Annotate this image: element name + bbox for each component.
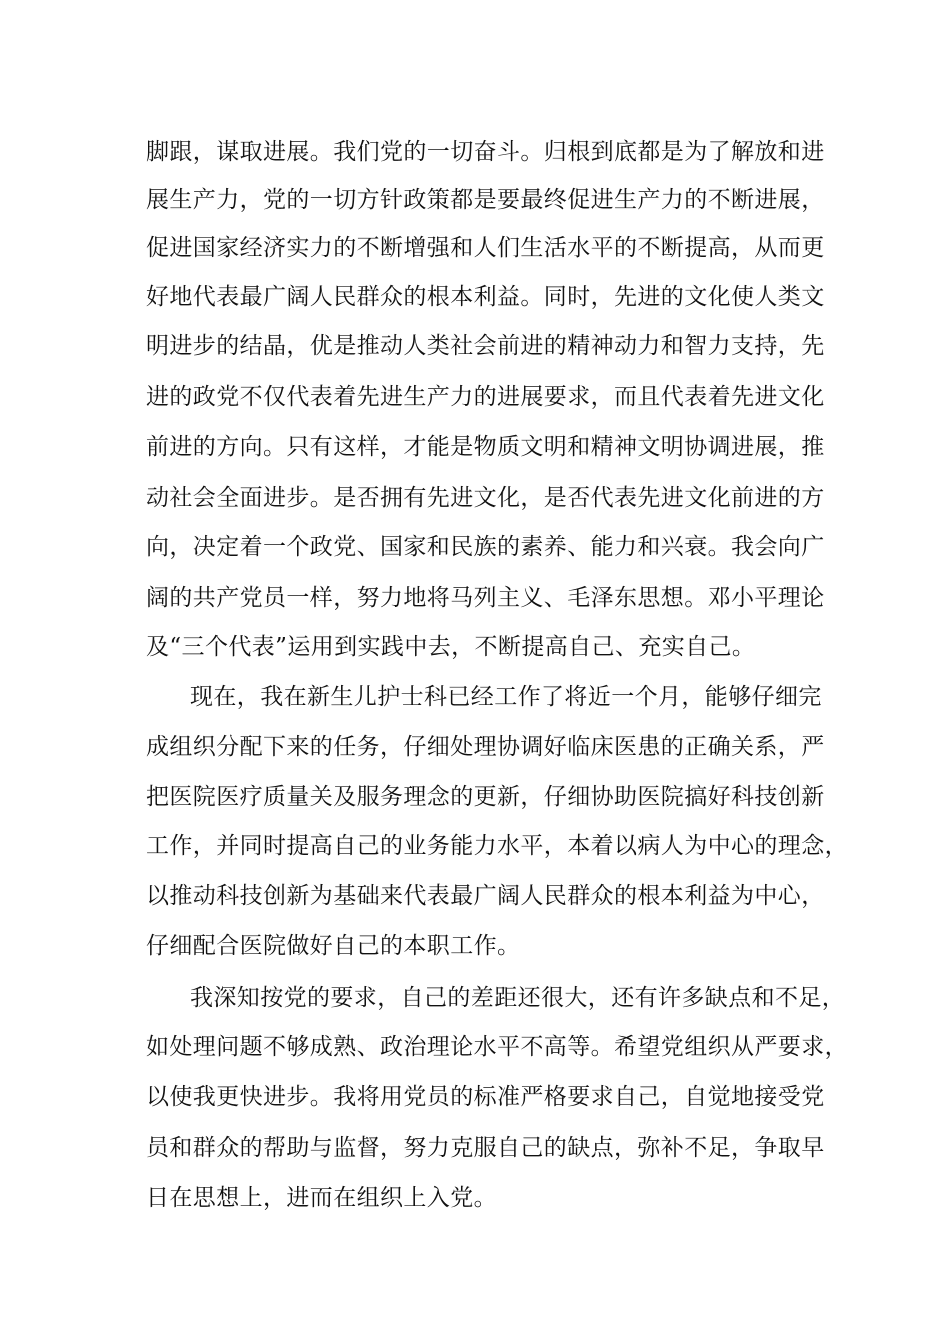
text-line: 成组织分配下来的任务，仔细处理协调好临床医患的正确关系，严 — [146, 734, 825, 760]
text-line: 工作，并同时提高自己的业务能力水平，本着以病人为中心的理念， — [146, 833, 848, 859]
text-line: 脚跟，谋取进展。我们党的一切奋斗。归根到底都是为了解放和进 — [146, 139, 825, 165]
text-line: 员和群众的帮助与监督，努力克服自己的缺点，弥补不足，争取早 — [146, 1135, 825, 1161]
text-line: 仔细配合医院做好自己的本职工作。 — [146, 933, 521, 959]
text-line: 进的政党不仅代表着先进生产力的进展要求，而且代表着先进文化 — [146, 384, 825, 410]
text-line: 好地代表最广阔人民群众的根本利益。同时，先进的文化使人类文 — [146, 284, 825, 310]
text-line: 以推动科技创新为基础来代表最广阔人民群众的根本利益为中心， — [146, 883, 825, 909]
text-line: 把医院医疗质量关及服务理念的更新，仔细协助医院搞好科技创新 — [146, 784, 825, 810]
text-line: 向，决定着一个政党、国家和民族的素养、能力和兴衰。我会向广 — [146, 534, 825, 560]
text-line: 及“三个代表”运用到实践中去，不断提高自己、充实自己。 — [146, 634, 756, 660]
text-line: 如处理问题不够成熟、政治理论水平不高等。希望党组织从严要求， — [146, 1034, 848, 1060]
text-line: 展生产力，党的一切方针政策都是要最终促进生产力的不断进展， — [146, 187, 825, 213]
text-line: 促进国家经济实力的不断增强和人们生活水平的不断提高，从而更 — [146, 235, 825, 261]
paragraph-first-line: 现在，我在新生儿护士科已经工作了将近一个月，能够仔细完 — [190, 684, 822, 710]
text-line: 日在思想上，进而在组织上入党。 — [146, 1185, 497, 1211]
text-line: 明进步的结晶，优是推动人类社会前进的精神动力和智力支持，先 — [146, 333, 825, 359]
paragraph-first-line: 我深知按党的要求，自己的差距还很大，还有许多缺点和不足， — [190, 985, 846, 1011]
text-line: 动社会全面进步。是否拥有先进文化，是否代表先进文化前进的方 — [146, 485, 825, 511]
text-line: 前进的方向。只有这样，才能是物质文明和精神文明协调进展，推 — [146, 434, 825, 460]
text-line: 阔的共产党员一样，努力地将马列主义、毛泽东思想。邓小平理论 — [146, 585, 825, 611]
text-line: 以使我更快进步。我将用党员的标准严格要求自己，自觉地接受党 — [146, 1084, 825, 1110]
